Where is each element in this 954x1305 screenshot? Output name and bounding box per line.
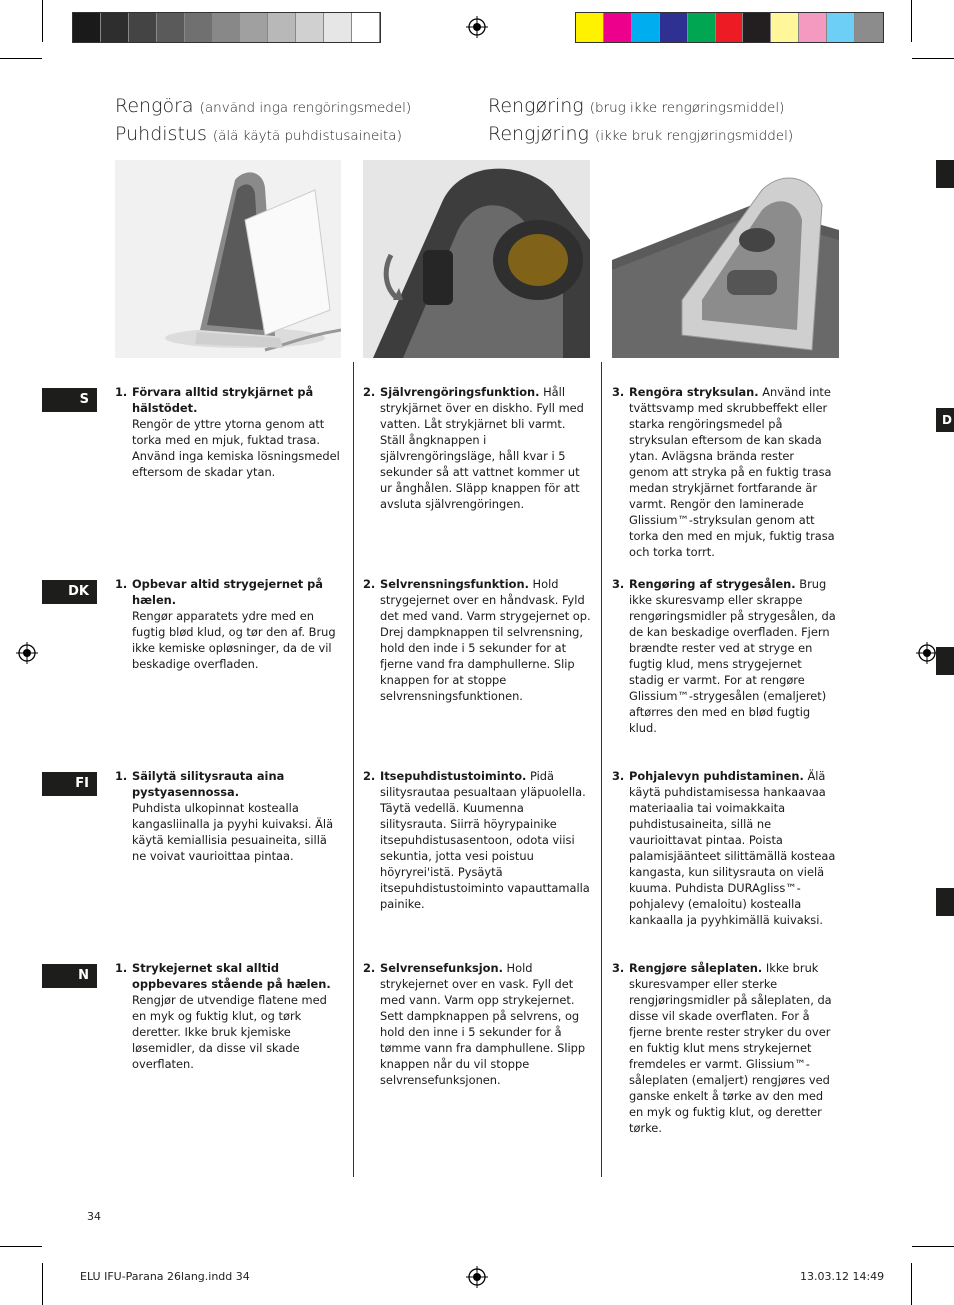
step-title: Selvrensefunksjon. xyxy=(380,961,503,975)
step-title: Pohjalevyn puhdistaminen. xyxy=(629,769,804,783)
heading-finnish: Puhdistus (älä käytä puhdistusaineita) xyxy=(115,123,402,145)
step-title: Förvara alltid strykjärnet på hälstödet. xyxy=(132,385,314,415)
step-number: 1. xyxy=(115,385,128,399)
calibration-swatch xyxy=(296,13,324,42)
color-calibration-bar xyxy=(575,12,884,43)
calibration-swatch xyxy=(576,13,604,42)
step-s-1 xyxy=(115,384,343,480)
step-fi-1 xyxy=(115,768,343,864)
calibration-swatch xyxy=(855,13,883,42)
step-text: Brug ikke skuresvamp eller skrappe rengøringsmidler på strygesålen, da de kan beskadige overfladen. Fjern brændte rester ved at stryge en fugtig klud, mens strygejernet stadig er varmt. For at rengøre Glissium™-strygesålen (emaljeret) aftørres den med en blød fugtig klud. xyxy=(629,577,836,735)
step-title: Selvrensningsfunktion. xyxy=(380,577,529,591)
step-text: Älä käytä puhdistamisessa hankaavaa materiaalia tai voimakkaita puhdistusaineita, sillä ne vaurioittavat pintaa. Poista palamisjäänteet silittämällä kosteaa kangasta, kun silitysrauta on vielä kuuma. Puhdista DURAgliss™-pohjalevy (emaloitu) kostealla kankaalla ja pyyhkimällä kuivaksi. xyxy=(629,769,836,927)
step-number: 3. xyxy=(612,385,625,399)
photo-iron-soleplate xyxy=(612,160,839,358)
registration-mark-icon xyxy=(466,16,488,38)
step-s-3 xyxy=(612,384,837,560)
footer-date: 13.03.12 14:49 xyxy=(800,1270,885,1283)
calibration-swatch xyxy=(324,13,352,42)
calibration-swatch xyxy=(185,13,213,42)
crop-mark xyxy=(912,58,954,59)
photo-iron-heel xyxy=(115,160,341,358)
language-tab-s: S xyxy=(42,388,97,412)
step-text: Rengør apparatets ydre med en fugtig blød klud, og tør den af. Brug ikke kemiske opløsninger, da de vil beskadige overfladen. xyxy=(132,609,336,671)
calibration-swatch xyxy=(688,13,716,42)
step-number: 1. xyxy=(115,577,128,591)
registration-mark-icon xyxy=(916,642,938,664)
step-title: Rengjøre såleplaten. xyxy=(629,961,763,975)
column-divider xyxy=(353,362,354,1177)
step-fi-2 xyxy=(363,768,593,912)
heading-danish: Rengøring (brug ikke rengøringsmiddel) xyxy=(488,95,785,117)
step-number: 2. xyxy=(363,577,376,591)
step-text: Använd inte tvättsvamp med skrubbeffekt eller starka rengöringsmedel på stryksulan eftersom de kan skada ytan. Avlägsna brända rester genom att stryka på en fuktig trasa medan strykjärnet fortfarande är varmt. Rengör den laminerade Glissium™-stryksulan genom att torka den med en mjuk, fuktig trasa och torka torrt. xyxy=(629,385,835,559)
crop-mark xyxy=(0,1246,42,1247)
step-title: Säilytä silitysrauta aina pystyasennossa. xyxy=(132,769,285,799)
language-tab-fi: FI xyxy=(42,772,97,796)
side-tab-marker xyxy=(936,647,954,675)
calibration-swatch xyxy=(213,13,241,42)
side-tab-marker xyxy=(936,888,954,916)
calibration-swatch xyxy=(799,13,827,42)
step-title: Strykejernet skal alltid oppbevares stående på hælen. xyxy=(132,961,331,991)
crop-mark xyxy=(912,1246,954,1247)
language-tab-dk: DK xyxy=(42,580,97,604)
step-number: 1. xyxy=(115,769,128,783)
photo-steam-knob xyxy=(363,160,590,358)
crop-mark xyxy=(911,1263,912,1305)
calibration-swatch xyxy=(771,13,799,42)
calibration-swatch xyxy=(660,13,688,42)
column-divider xyxy=(601,362,602,1177)
step-text: Rengör de yttre ytorna genom att torka med en mjuk, fuktad trasa. Använd inga kemiska lösningsmedel eftersom de skadar ytan. xyxy=(132,417,340,479)
step-text: Pidä silitysrautaa pesualtaan yläpuolella. Täytä vedellä. Kuumenna silitysrauta. Siirrä höyrypainike itsepuhdistusasentoon, odota viisi sekuntia, jotta vesi poistuu höyryrei'istä. Pysäytä itsepuhdistustoiminto vapauttamalla painike. xyxy=(380,769,590,911)
calibration-swatch xyxy=(632,13,660,42)
step-n-2 xyxy=(363,960,593,1088)
registration-mark-icon xyxy=(466,1266,488,1288)
step-text: Hold strykejernet over en vask. Fyll det med vann. Varm opp strykejernet. Sett dampknappen på selvrens, og hold den inne i 5 sekunder for å tømme vann fra damphullene. Slipp knappen når du vil stoppe selvrensefunksjonen. xyxy=(380,961,586,1087)
step-fi-3 xyxy=(612,768,837,928)
calibration-swatch xyxy=(604,13,632,42)
calibration-swatch xyxy=(129,13,157,42)
calibration-swatch xyxy=(268,13,296,42)
page-number: 34 xyxy=(87,1210,101,1223)
step-text: Hold strygejernet over en håndvask. Fyld det med vand. Varm strygejernet op. Drej dampknappen til selvrensning, hold den inde i 5 sekunder for at fjerne vand fra damphullerne. Slip knappen for at stoppe selvrensningsfunktionen. xyxy=(380,577,591,703)
gray-calibration-bar xyxy=(72,12,381,43)
step-dk-2 xyxy=(363,576,593,704)
step-title: Itsepuhdistustoiminto. xyxy=(380,769,527,783)
step-title: Rengöra stryksulan. xyxy=(629,385,759,399)
crop-mark xyxy=(911,0,912,42)
step-text: Rengjør de utvendige flatene med en myk og fuktig klut, og tørk deretter. Ikke bruk kjemiske løsemidler, da disse vil skade overflaten. xyxy=(132,993,327,1071)
step-number: 3. xyxy=(612,961,625,975)
heading-swedish: Rengöra (använd inga rengöringsmedel) xyxy=(115,95,412,117)
heading-norwegian: Rengjøring (ikke bruk rengjøringsmiddel) xyxy=(488,123,794,145)
step-title: Opbevar altid strygejernet på hælen. xyxy=(132,577,323,607)
step-number: 2. xyxy=(363,769,376,783)
side-tab-danish: D xyxy=(936,408,954,432)
step-text: Puhdista ulkopinnat kostealla kangasliinalla ja pyyhi kuivaksi. Älä käytä kemiallisia pesuaineita, sillä ne voivat vaurioittaa pintaa. xyxy=(132,801,334,863)
footer-filename: ELU IFU-Parana 26lang.indd 34 xyxy=(80,1270,250,1283)
registration-mark-icon xyxy=(16,642,38,664)
side-tab-marker xyxy=(936,160,954,188)
calibration-swatch xyxy=(827,13,855,42)
step-number: 3. xyxy=(612,577,625,591)
step-n-1 xyxy=(115,960,343,1072)
language-tab-n: N xyxy=(42,964,97,988)
crop-mark xyxy=(0,58,42,59)
calibration-swatch xyxy=(157,13,185,42)
step-n-3 xyxy=(612,960,837,1136)
step-number: 2. xyxy=(363,961,376,975)
calibration-swatch xyxy=(352,13,380,42)
step-title: Rengøring af strygesålen. xyxy=(629,577,796,591)
step-dk-1 xyxy=(115,576,343,672)
calibration-swatch xyxy=(716,13,744,42)
step-number: 3. xyxy=(612,769,625,783)
step-text: Håll strykjärnet över en diskho. Fyll med vatten. Låt strykjärnet bli varmt. Ställ ångknappen i självrengöringsläge, håll kvar i 5 sekunder så att vattnet kommer ut ur ånghålen. Släpp knappen för att avsluta självrengöringen. xyxy=(380,385,584,511)
calibration-swatch xyxy=(743,13,771,42)
step-text: Ikke bruk skuresvamper eller sterke rengjøringsmidler på såleplaten, da disse vil skade overflaten. For å fjerne brente rester stryker du over en fuktig klut mens strykejernet fremdeles er varmt. Glissium™-såleplaten (emaljert) rengjøres ved ganske enkelt å tørke av den med en myk og fuktig klut, og deretter tørke. xyxy=(629,961,832,1135)
step-number: 1. xyxy=(115,961,128,975)
step-title: Självrengöringsfunktion. xyxy=(380,385,540,399)
calibration-swatch xyxy=(240,13,268,42)
crop-mark xyxy=(42,0,43,42)
calibration-swatch xyxy=(101,13,129,42)
step-dk-3 xyxy=(612,576,837,736)
step-s-2 xyxy=(363,384,593,512)
calibration-swatch xyxy=(73,13,101,42)
crop-mark xyxy=(42,1263,43,1305)
step-number: 2. xyxy=(363,385,376,399)
